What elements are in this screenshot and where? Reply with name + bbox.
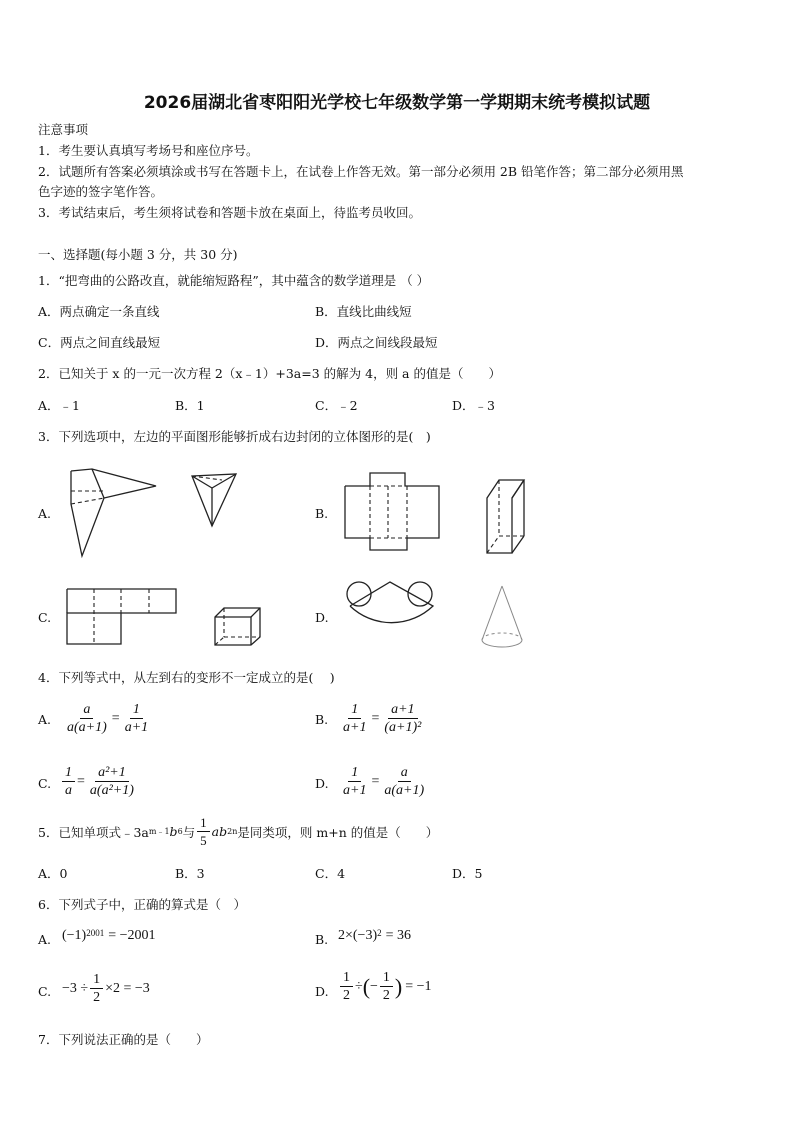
q1-option-a: A．两点确定一条直线 xyxy=(38,304,160,319)
q4-option-a: A. xyxy=(38,712,52,727)
question-4-stem: 4．下列等式中，从左到右的变形不一定成立的是( ) xyxy=(38,670,335,685)
question-3-stem: 3．下列选项中，左边的平面图形能够折成右边封闭的立体图形的是( ) xyxy=(38,429,431,444)
section-heading: 一、选择题(每小题 3 分，共 30 分) xyxy=(38,247,238,262)
q6-option-d: D. xyxy=(315,984,329,999)
notice-item: 3．考试结束后，考生须将试卷和答题卡放在桌面上，待监考员收回。 xyxy=(38,205,421,220)
question-2-stem: 2．已知关于 x 的一元一次方程 2（x﹣1）+3a=3 的解为 4，则 a 的值是（ ） xyxy=(38,366,501,381)
q4-option-c: C. xyxy=(38,776,52,791)
q6-option-a: A. xyxy=(38,932,52,947)
q2-option-c: C．﹣2 xyxy=(315,398,358,413)
q3-option-d: D. xyxy=(315,610,329,625)
q6-option-c: C. xyxy=(38,984,52,999)
q4-b-expression: $\frac{1}{a+1}$ = $\frac{a+1}{\text{(a+1)²}}$ xyxy=(343,702,422,735)
q4-option-b: B. xyxy=(315,712,329,727)
cone-net-figure xyxy=(347,582,433,623)
q4-option-d: D. xyxy=(315,776,329,791)
notice-item: 色字迹的签字笔作答。 xyxy=(38,184,164,199)
q3-c-figures xyxy=(64,582,264,648)
q3-a-figures xyxy=(64,466,244,561)
cube-net-figure xyxy=(67,589,176,644)
q5-option-b: B．3 xyxy=(175,866,205,881)
q4-d-expression: $\frac{1}{a+1}$ = $\frac{a}{a(a+1)}$ xyxy=(343,765,425,798)
prism-net-figure xyxy=(345,473,439,550)
notice-heading: 注意事项 xyxy=(38,122,89,137)
cone-figure xyxy=(482,586,522,647)
q6-option-b: B. xyxy=(315,932,329,947)
q5-option-d: D．5 xyxy=(452,866,483,881)
question-7-stem: 7．下列说法正确的是（ ） xyxy=(38,1032,209,1047)
q1-option-c: C．两点之间直线最短 xyxy=(38,335,161,350)
q1-option-b: B．直线比曲线短 xyxy=(315,304,412,319)
q4-a-expression: $\frac{a}{a(a+1)}$ = $\frac{1}{a+1}$ xyxy=(67,702,149,735)
q3-option-c: C. xyxy=(38,610,52,625)
q1-option-d: D．两点之间线段最短 xyxy=(315,335,438,350)
question-6-stem: 6．下列式子中，正确的算式是（ ） xyxy=(38,897,246,912)
q6-b-expression: 2×(−3) $^2$ = 36 xyxy=(338,928,412,943)
cube-figure xyxy=(215,608,260,645)
prism-figure xyxy=(487,480,524,553)
q6-d-expression: $\frac{1}{2}$ ÷ ( − $\frac{1}{2}$ ) = −1 xyxy=(338,969,432,1004)
notice-item: 1．考生要认真填写考场号和座位序号。 xyxy=(38,143,259,158)
notice-item: 2．试题所有答案必须填涂或书写在答题卡上，在试卷上作答无效。第一部分必须用 2B 铅笔作答；第二部分必须用黑 xyxy=(38,164,684,179)
q3-option-b: B. xyxy=(315,506,329,521)
q5-option-c: C．4 xyxy=(315,866,346,881)
q3-b-figures xyxy=(340,468,530,560)
q3-option-a: A. xyxy=(38,506,52,521)
pyramid-net-figure xyxy=(71,469,156,556)
q2-option-b: B．1 xyxy=(175,398,205,413)
q6-c-expression: −3 ÷ $\frac{1}{2}$ ×2 = −3 xyxy=(62,972,150,1005)
question-5-stem: 5．已知单项式﹣3a m﹣1 b 6 与 $\frac{1}{5}$ ab 2n 是同类项，则 m+n 的值是（ ） xyxy=(38,815,439,848)
page-title: 2026届湖北省枣阳阳光学校七年级数学第一学期期末统考模拟试题 xyxy=(143,93,651,113)
q6-a-expression: (−1) $^{2001}$ = −2001 xyxy=(62,928,156,943)
q2-option-d: D．﹣3 xyxy=(452,398,495,413)
question-1-stem: 1．“把弯曲的公路改直，就能缩短路程”，其中蕴含的数学道理是 （ ） xyxy=(38,273,430,288)
q2-option-a: A．﹣1 xyxy=(38,398,80,413)
q4-c-expression: $\frac{1}{a}$ = $\frac{\text{a²+1}}{\text{a(a²+1)}}$ xyxy=(60,764,139,799)
q3-d-figures xyxy=(340,578,530,652)
pyramid-figure xyxy=(192,474,236,526)
q5-option-a: A．0 xyxy=(38,866,68,881)
